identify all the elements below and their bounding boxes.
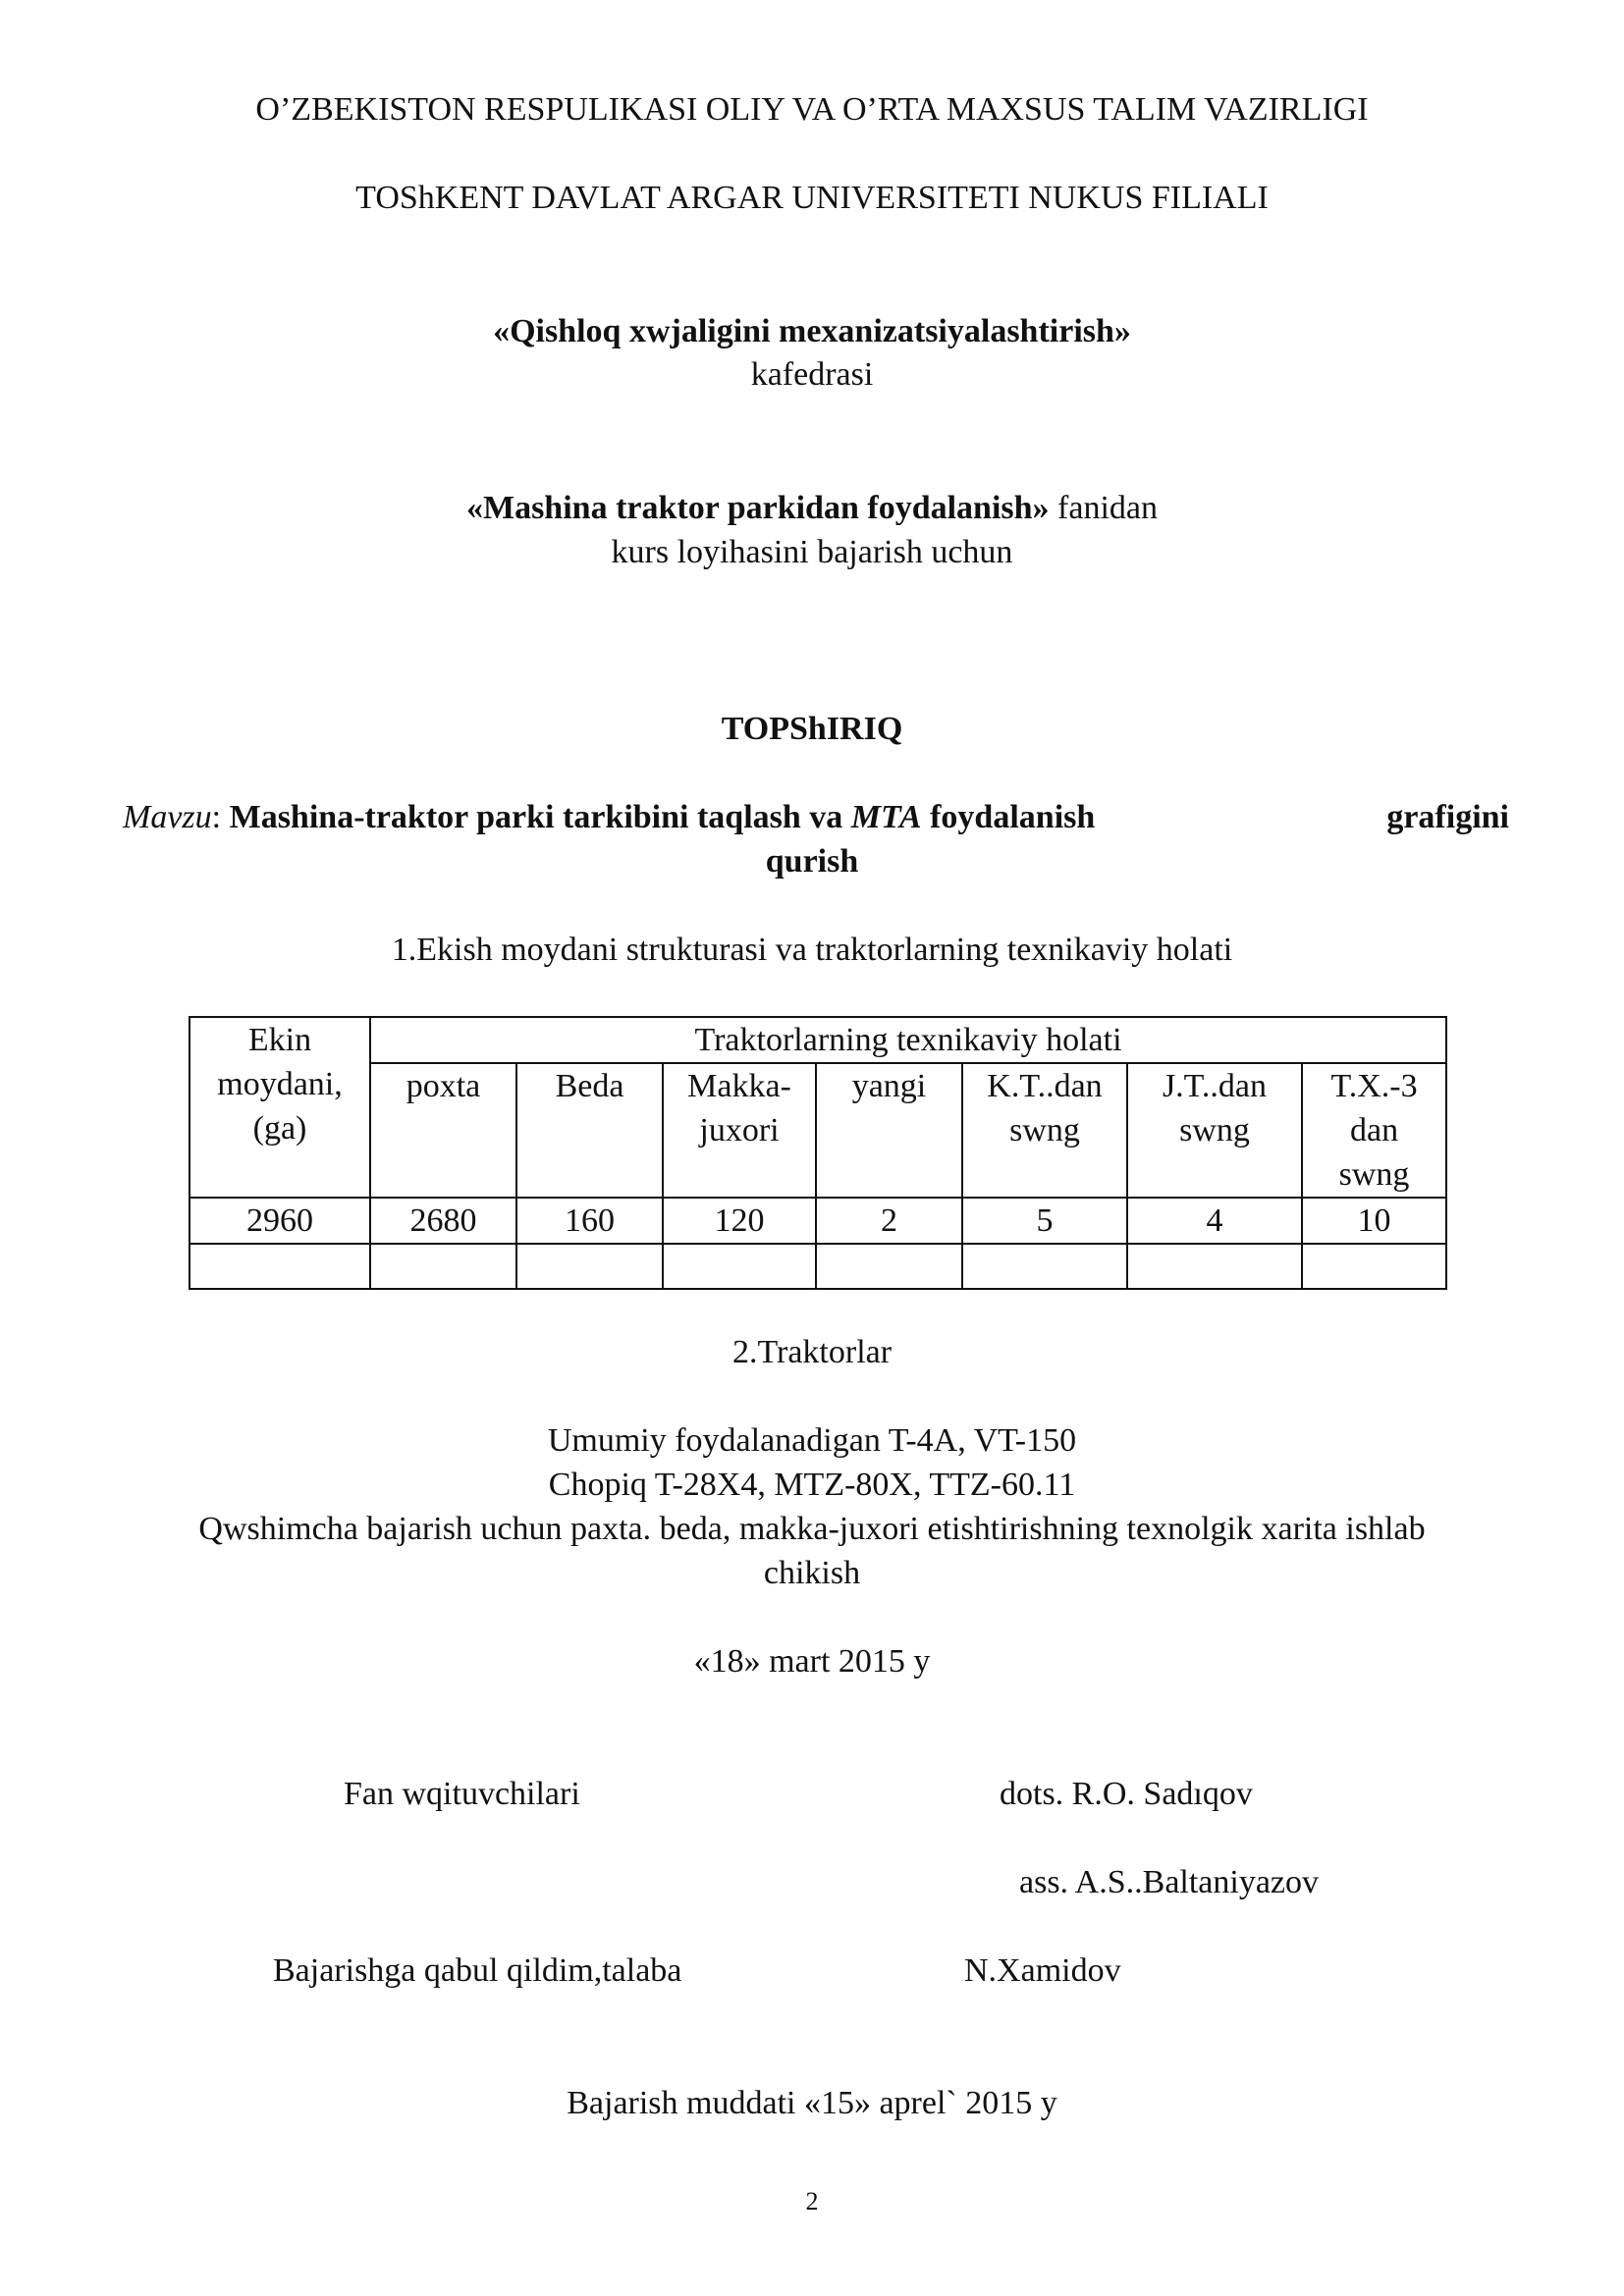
subject-suffix: fanidan [1057, 490, 1158, 526]
header-kt-line-1: K.T..dan [987, 1068, 1103, 1104]
department-suffix: kafedrasi [750, 356, 874, 393]
header-poxta [370, 1063, 516, 1198]
empty-cell [370, 1244, 516, 1289]
empty-cell [516, 1244, 663, 1289]
empty-cell [663, 1244, 816, 1289]
header-jt [1127, 1063, 1302, 1198]
header-area-line-2: moydani, [217, 1066, 343, 1102]
theme-abbr: MTA [850, 799, 922, 835]
table-group-header: Traktorlarning texnikaviy holati [370, 1017, 1446, 1063]
teacher-2-name: ass. A.S..Baltaniyazov [1019, 1864, 1320, 1900]
header-makka-line-2: juxori [699, 1112, 780, 1148]
header-tx3 [1302, 1063, 1446, 1198]
header-area-line-3: (ga) [252, 1110, 307, 1147]
tractors-line-2: Chopiq T-28X4, MTZ-80X, TTZ-60.11 [548, 1467, 1076, 1503]
department-name: «Qishloq xwjaligini mexanizatsiyalashtirish» [493, 313, 1131, 349]
cell-makka-juxori: 120 [663, 1198, 816, 1244]
university-title: TOShKENT DAVLAT ARGAR UNIVERSITETI NUKUS FILIALI [355, 180, 1269, 216]
table-row-empty [189, 1244, 1446, 1289]
cell-beda: 160 [516, 1198, 663, 1244]
cell-poxta: 2680 [370, 1198, 516, 1244]
header-poxta-line: poxta [406, 1068, 481, 1104]
student-label: Bajarishga qabul qildim,talaba [273, 1952, 682, 1989]
cell-tx3: 10 [1302, 1198, 1446, 1244]
cell-kt: 5 [962, 1198, 1127, 1244]
theme-line-2: qurish [765, 843, 859, 880]
section-2-title: 2.Traktorlar [731, 1334, 893, 1370]
header-tx3-line-3: swng [1338, 1156, 1410, 1193]
deadline: Bajarish muddati «15» aprel` 2015 y [567, 2085, 1057, 2121]
table-header-area [189, 1017, 370, 1198]
theme-part-2: foydalanish [930, 799, 1096, 835]
header-jt-line-1: J.T..dan [1162, 1068, 1268, 1104]
teachers-label: Fan wqituvchilari [344, 1776, 580, 1812]
theme-part-3: grafigini [1386, 799, 1509, 835]
cell-yangi: 2 [816, 1198, 962, 1244]
header-makka-juxori [663, 1063, 816, 1198]
tractors-line-3: Qwshimcha bajarish uchun paxta. beda, makka-juxori etishtirishning texnolgik xarita ishlab [198, 1511, 1426, 1547]
tractors-line-4: chikish [763, 1555, 861, 1591]
cell-area: 2960 [189, 1198, 370, 1244]
empty-cell [962, 1244, 1127, 1289]
subject-line-2: kurs loyihasini bajarish uchun [611, 534, 1013, 570]
theme-label: Mavzu [123, 799, 212, 835]
tractor-condition-table [189, 1016, 1447, 1290]
tractors-line-1: Umumiy foydalanadigan T-4A, VT-150 [547, 1422, 1077, 1459]
empty-cell [816, 1244, 962, 1289]
subject-name: «Mashina traktor parkidan foydalanish» [465, 490, 1050, 526]
theme-colon: : [211, 799, 222, 835]
header-tx3-line-2: dan [1349, 1112, 1399, 1148]
theme-line [123, 795, 1095, 839]
header-jt-line-2: swng [1179, 1112, 1250, 1148]
header-tx3-line-1: T.X.-3 [1330, 1068, 1418, 1104]
page-number: 2 [805, 2187, 819, 2216]
header-yangi-line: yangi [851, 1068, 927, 1104]
cell-jt: 4 [1127, 1198, 1302, 1244]
empty-cell [1302, 1244, 1446, 1289]
table-header-row-1 [189, 1017, 1446, 1063]
subject-line [0, 486, 1624, 530]
ministry-title: O’ZBEKISTON RESPULIKASI OLIY VA O’RTA MAXSUS TALIM VAZIRLIGI [255, 91, 1369, 128]
document-title: TOPShIRIQ [721, 711, 903, 747]
table-header-row-2 [189, 1063, 1446, 1198]
header-kt [962, 1063, 1127, 1198]
teacher-1-name: dots. R.O. Sadıqov [1000, 1776, 1253, 1812]
header-beda-line: Beda [555, 1068, 624, 1104]
header-makka-line-1: Makka- [687, 1068, 791, 1104]
header-beda [516, 1063, 663, 1198]
table-row [189, 1198, 1446, 1244]
header-kt-line-2: swng [1009, 1112, 1080, 1148]
header-yangi [816, 1063, 962, 1198]
header-area-line-1: Ekin [247, 1022, 312, 1058]
empty-cell [1127, 1244, 1302, 1289]
section-1-title: 1.Ekish moydani strukturasi va traktorlarning texnikaviy holati [391, 932, 1233, 968]
empty-cell [189, 1244, 370, 1289]
student-name: N.Xamidov [964, 1952, 1121, 1989]
theme-part-1: Mashina-traktor parki tarkibini taqlash va [229, 799, 843, 835]
issue-date: «18» mart 2015 y [693, 1643, 931, 1680]
